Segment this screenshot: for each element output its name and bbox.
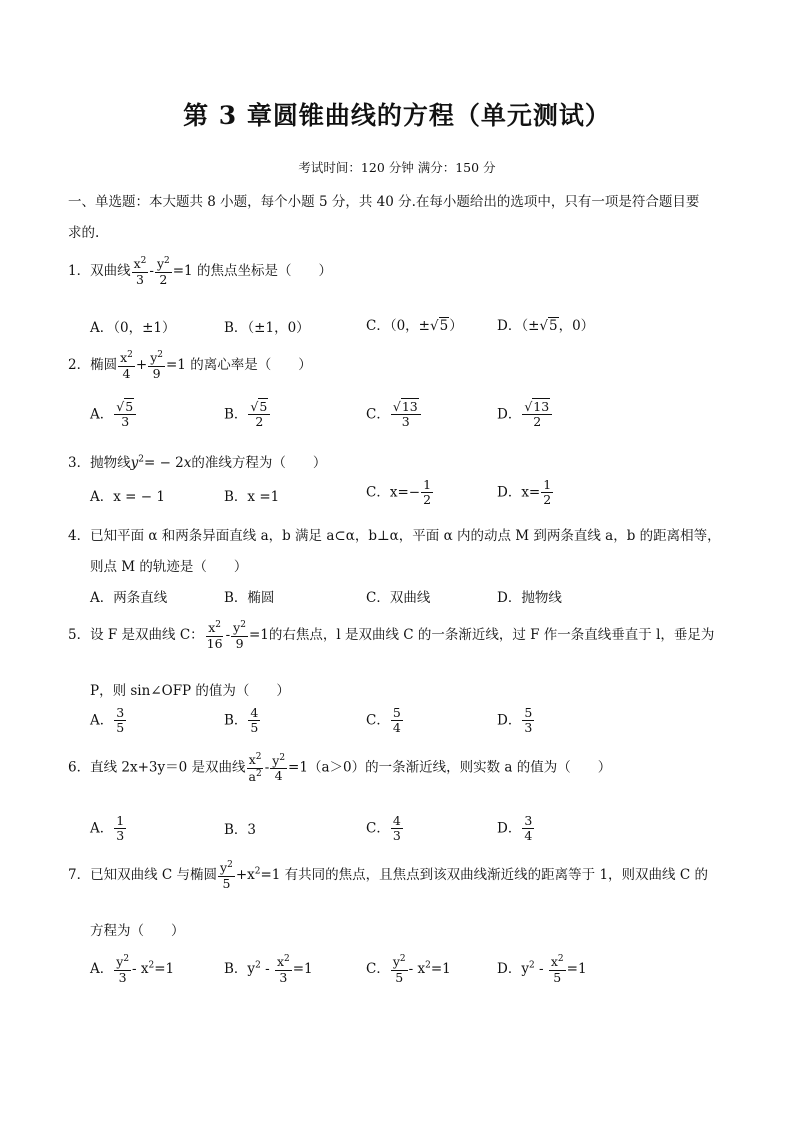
question-5-line2: P，则 sin∠OFP 的值为（ ）	[90, 683, 290, 699]
question-6: 6．直线 2x+3y＝0 是双曲线 $\frac{x^2}{a^2}$ - $\frac{y^2}{4}$ =1（a＞0）的一条渐近线，则实数 a 的值为（ ）	[68, 752, 612, 784]
q1-option-b: B．（±1，0）	[224, 320, 310, 336]
section-instruction-line1: 一、单选题：本大题共 8 小题，每个小题 5 分，共 40 分.在每小题给出的选项中，只有一项是符合题目要	[68, 194, 700, 210]
question-4-line2: 则点 M 的轨迹是（ ）	[90, 559, 248, 575]
q2-option-d: D． $\frac{√13}{2}$	[497, 400, 553, 430]
page-title: 第 3 章圆锥曲线的方程（单元测试）	[183, 101, 611, 130]
q7-option-d: D．$y^2$ - $\frac{x^2}{5}$ =1	[497, 954, 587, 985]
q5-option-b: B． $\frac{4}{5}$	[224, 705, 259, 736]
q7-option-b: B．$y^2$ - $\frac{x^2}{3}$ =1	[224, 954, 313, 985]
q2-option-b: B． $\frac{√5}{2}$	[224, 400, 271, 430]
question-2: 2．椭圆 $\frac{x^2}{4}$ + $\frac{y^2}{9}$ =1 的离心率是（ ）	[68, 350, 312, 381]
question-4-line1: 4．已知平面 α 和两条异面直线 a，b 满足 a⊂α，b⊥α，平面 α 内的动点 M 到两条直线 a，b 的距离相等，	[68, 528, 721, 544]
q1-option-d: D．（±√5，0）	[497, 318, 595, 334]
q1-fraction-2: $\frac{y^2}{2}$	[156, 256, 170, 287]
q7-option-c: C． $\frac{y^2}{5}$ - $x^2=1$	[366, 954, 451, 985]
section-instruction-line2: 求的.	[68, 225, 100, 241]
q6-option-a: A． $\frac{1}{3}$	[90, 813, 125, 844]
question-7-line2: 方程为（ ）	[90, 923, 185, 939]
exam-info: 考试时间：120 分钟 满分：150 分	[298, 160, 496, 175]
q6-option-c: C． $\frac{4}{3}$	[366, 813, 401, 844]
q7-option-a: A． $\frac{y^2}{3}$ - $x^2=1$	[90, 954, 175, 985]
question-1: 1．双曲线 $\frac{x^2}{3}$ - $\frac{y^2}{2}$ =1 的焦点坐标是（ ）	[68, 256, 332, 287]
q5-option-d: D． $\frac{5}{3}$	[497, 705, 533, 736]
q6-option-b: B．3	[224, 822, 257, 838]
q3-option-c: C．x=− $\frac{1}{2}$	[366, 477, 432, 508]
q3-option-d: D．x= $\frac{1}{2}$	[497, 477, 552, 508]
q6-option-d: D． $\frac{3}{4}$	[497, 813, 533, 844]
q1-option-c: C．（0，±√5）	[366, 318, 463, 334]
q5-option-c: C． $\frac{5}{4}$	[366, 705, 401, 736]
q1-option-a: A．（0，±1）	[90, 320, 176, 336]
q2-option-c: C． $\frac{√13}{3}$	[366, 400, 422, 430]
question-7: 7．已知双曲线 C 与椭圆 $\frac{y^2}{5}$ $+x^2=1$ 有共同的焦点，且焦点到该双曲线渐近线的距离等于 1，则双曲线 C 的	[68, 860, 708, 891]
question-3: 3．抛物线$y^2= - 2x$的准线方程为（ ）	[68, 454, 327, 471]
q4-option-c: C．双曲线	[366, 590, 431, 606]
q5-option-a: A． $\frac{3}{5}$	[90, 705, 125, 736]
q4-option-a: A．两条直线	[90, 590, 168, 606]
q4-option-b: B．椭圆	[224, 590, 275, 606]
question-5: 5．设 F 是双曲线 C： $\frac{x^2}{16}$ - $\frac{y^2}{9}$ =1的右焦点，l 是双曲线 C 的一条渐近线，过 F 作一条直线垂直于 l，垂足为	[68, 620, 715, 651]
q2-option-a: A． $\frac{√5}{3}$	[90, 400, 137, 430]
q1-fraction-1: $\frac{x^2}{3}$	[133, 256, 147, 287]
q3-option-b: B．x =1	[224, 489, 280, 505]
q3-option-a: A．x = − 1	[90, 489, 165, 505]
q4-option-d: D．抛物线	[497, 590, 562, 606]
q1-stem: 1．双曲线	[68, 262, 131, 279]
